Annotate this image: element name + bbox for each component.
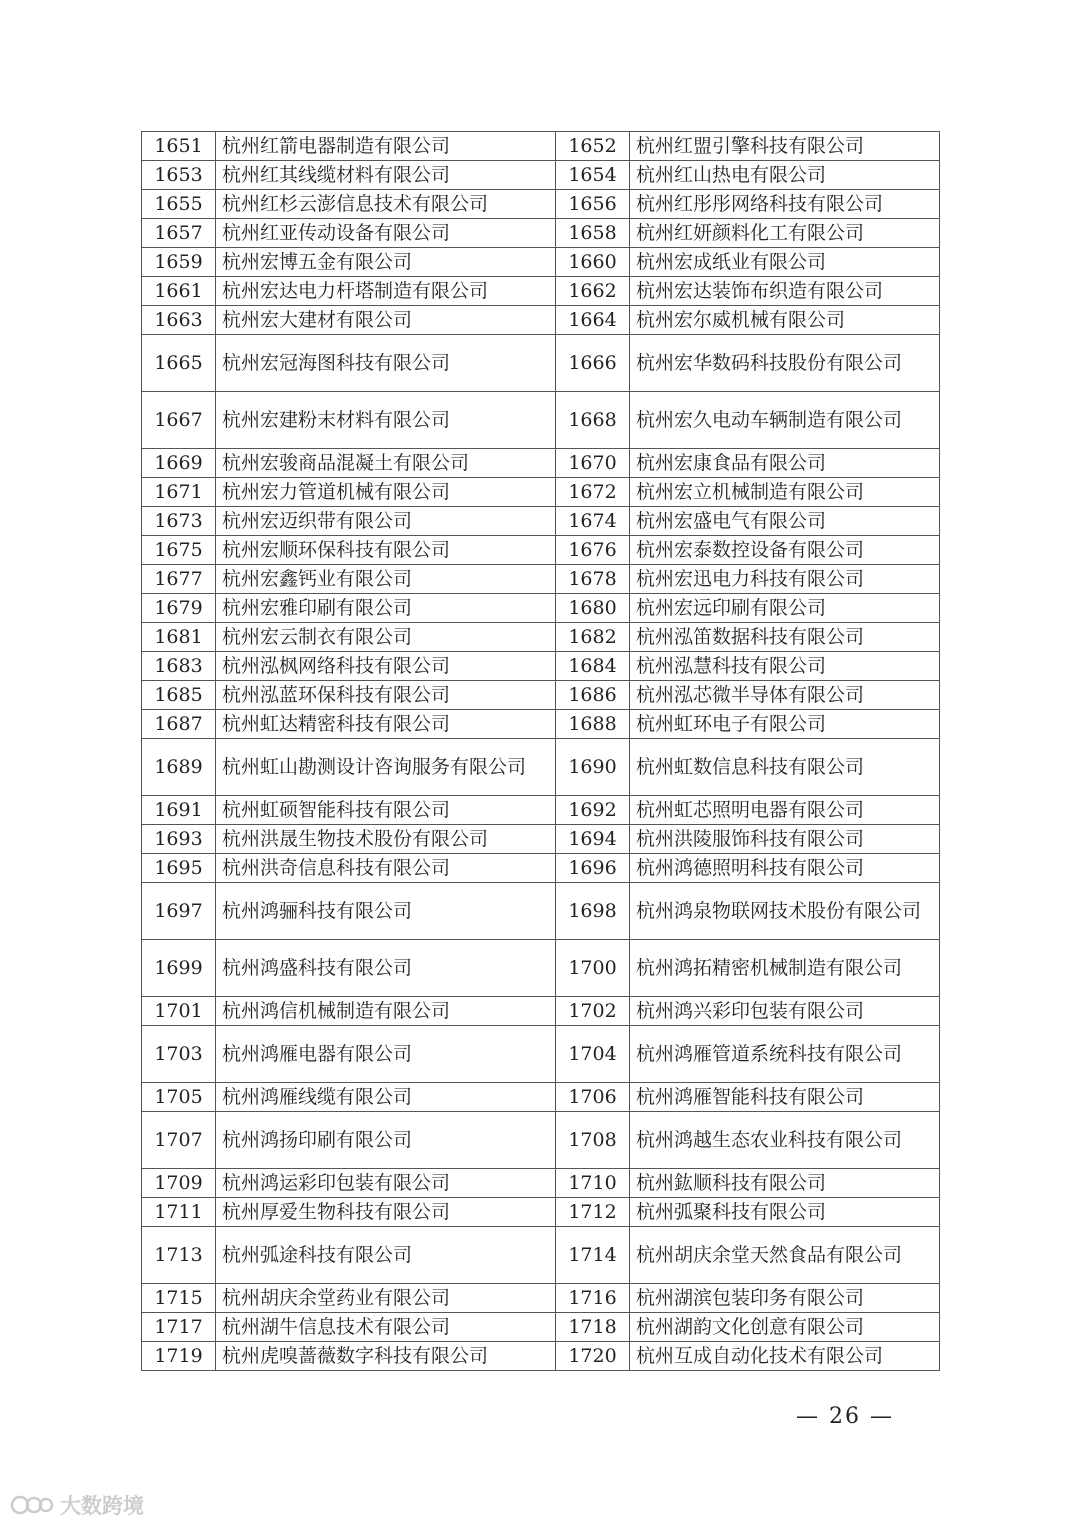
row-number-left: 1683 (142, 652, 216, 681)
table-row (142, 507, 940, 536)
table-row (142, 478, 940, 507)
table-row (142, 854, 940, 883)
company-name-right: 杭州互成自动化技术有限公司 (630, 1342, 940, 1371)
row-number-right: 1668 (556, 392, 630, 449)
table-row (142, 536, 940, 565)
company-name-left: 杭州鸿信机械制造有限公司 (216, 997, 556, 1026)
company-name-right: 杭州宏盛电气有限公司 (630, 507, 940, 536)
row-number-left: 1693 (142, 825, 216, 854)
company-name-right: 杭州鸿泉物联网技术股份有限公司 (630, 883, 940, 940)
company-name-right: 杭州宏泰数控设备有限公司 (630, 536, 940, 565)
company-name-left: 杭州宏大建材有限公司 (216, 306, 556, 335)
table-row (142, 623, 940, 652)
table-row (142, 1198, 940, 1227)
row-number-right: 1666 (556, 335, 630, 392)
row-number-right: 1714 (556, 1227, 630, 1284)
row-number-right: 1684 (556, 652, 630, 681)
row-number-left: 1703 (142, 1026, 216, 1083)
table-row (142, 132, 940, 161)
table-row (142, 1227, 940, 1284)
table-row (142, 1342, 940, 1371)
company-name-right: 杭州虹芯照明电器有限公司 (630, 796, 940, 825)
company-name-left: 杭州宏建粉末材料有限公司 (216, 392, 556, 449)
watermark-logo-icon (10, 1493, 54, 1517)
table-row (142, 1313, 940, 1342)
company-name-left: 杭州鸿雁电器有限公司 (216, 1026, 556, 1083)
table-row (142, 565, 940, 594)
company-name-right: 杭州湖韵文化创意有限公司 (630, 1313, 940, 1342)
row-number-left: 1665 (142, 335, 216, 392)
company-name-left: 杭州鸿扬印刷有限公司 (216, 1112, 556, 1169)
row-number-right: 1710 (556, 1169, 630, 1198)
row-number-left: 1655 (142, 190, 216, 219)
company-name-left: 杭州鸿骊科技有限公司 (216, 883, 556, 940)
company-name-right: 杭州宏久电动车辆制造有限公司 (630, 392, 940, 449)
company-name-left: 杭州洪奇信息科技有限公司 (216, 854, 556, 883)
row-number-right: 1686 (556, 681, 630, 710)
company-name-right: 杭州弧聚科技有限公司 (630, 1198, 940, 1227)
row-number-left: 1697 (142, 883, 216, 940)
company-name-right: 杭州红妍颜料化工有限公司 (630, 219, 940, 248)
company-name-left: 杭州弧途科技有限公司 (216, 1227, 556, 1284)
table-row (142, 710, 940, 739)
row-number-left: 1675 (142, 536, 216, 565)
row-number-right: 1678 (556, 565, 630, 594)
row-number-left: 1705 (142, 1083, 216, 1112)
company-name-right: 杭州洪陵服饰科技有限公司 (630, 825, 940, 854)
company-name-left: 杭州虹达精密科技有限公司 (216, 710, 556, 739)
row-number-right: 1716 (556, 1284, 630, 1313)
company-name-left: 杭州宏鑫钙业有限公司 (216, 565, 556, 594)
company-name-left: 杭州泓枫网络科技有限公司 (216, 652, 556, 681)
company-name-left: 杭州宏博五金有限公司 (216, 248, 556, 277)
company-name-right: 杭州泓慧科技有限公司 (630, 652, 940, 681)
company-name-right: 杭州红山热电有限公司 (630, 161, 940, 190)
row-number-right: 1656 (556, 190, 630, 219)
row-number-left: 1663 (142, 306, 216, 335)
row-number-left: 1701 (142, 997, 216, 1026)
table-row (142, 219, 940, 248)
company-name-right: 杭州虹数信息科技有限公司 (630, 739, 940, 796)
company-name-right: 杭州鸿越生态农业科技有限公司 (630, 1112, 940, 1169)
table-row (142, 652, 940, 681)
company-name-left: 杭州宏达电力杆塔制造有限公司 (216, 277, 556, 306)
company-name-right: 杭州宏华数码科技股份有限公司 (630, 335, 940, 392)
table-row (142, 335, 940, 392)
company-name-left: 杭州红杉云澎信息技术有限公司 (216, 190, 556, 219)
row-number-left: 1715 (142, 1284, 216, 1313)
company-name-left: 杭州虹山勘测设计咨询服务有限公司 (216, 739, 556, 796)
row-number-right: 1694 (556, 825, 630, 854)
row-number-right: 1704 (556, 1026, 630, 1083)
company-name-right: 杭州鈜顺科技有限公司 (630, 1169, 940, 1198)
table-row (142, 392, 940, 449)
row-number-left: 1685 (142, 681, 216, 710)
table-row (142, 1083, 940, 1112)
company-name-right: 杭州泓笛数据科技有限公司 (630, 623, 940, 652)
row-number-right: 1688 (556, 710, 630, 739)
table-row (142, 796, 940, 825)
company-name-right: 杭州宏康食品有限公司 (630, 449, 940, 478)
row-number-left: 1707 (142, 1112, 216, 1169)
company-name-left: 杭州宏骏商品混凝土有限公司 (216, 449, 556, 478)
company-name-left: 杭州红亚传动设备有限公司 (216, 219, 556, 248)
row-number-left: 1695 (142, 854, 216, 883)
company-name-right: 杭州宏迅电力科技有限公司 (630, 565, 940, 594)
company-name-right: 杭州胡庆余堂天然食品有限公司 (630, 1227, 940, 1284)
company-name-right: 杭州鸿雁智能科技有限公司 (630, 1083, 940, 1112)
row-number-left: 1679 (142, 594, 216, 623)
row-number-left: 1653 (142, 161, 216, 190)
row-number-left: 1673 (142, 507, 216, 536)
table-row (142, 306, 940, 335)
table-row (142, 277, 940, 306)
company-name-right: 杭州虹环电子有限公司 (630, 710, 940, 739)
company-name-right: 杭州湖滨包装印务有限公司 (630, 1284, 940, 1313)
row-number-right: 1690 (556, 739, 630, 796)
table-row (142, 161, 940, 190)
company-name-right: 杭州鸿德照明科技有限公司 (630, 854, 940, 883)
row-number-left: 1651 (142, 132, 216, 161)
row-number-right: 1680 (556, 594, 630, 623)
table-row (142, 997, 940, 1026)
row-number-right: 1702 (556, 997, 630, 1026)
table-row (142, 1026, 940, 1083)
row-number-right: 1698 (556, 883, 630, 940)
row-number-left: 1713 (142, 1227, 216, 1284)
company-name-left: 杭州宏力管道机械有限公司 (216, 478, 556, 507)
row-number-right: 1692 (556, 796, 630, 825)
row-number-left: 1661 (142, 277, 216, 306)
row-number-left: 1669 (142, 449, 216, 478)
row-number-right: 1652 (556, 132, 630, 161)
row-number-left: 1681 (142, 623, 216, 652)
company-name-left: 杭州洪晟生物技术股份有限公司 (216, 825, 556, 854)
table-row (142, 883, 940, 940)
company-name-right: 杭州宏达装饰布织造有限公司 (630, 277, 940, 306)
company-name-left: 杭州红箭电器制造有限公司 (216, 132, 556, 161)
company-name-left: 杭州胡庆余堂药业有限公司 (216, 1284, 556, 1313)
row-number-right: 1674 (556, 507, 630, 536)
row-number-right: 1658 (556, 219, 630, 248)
company-name-left: 杭州红其线缆材料有限公司 (216, 161, 556, 190)
company-name-right: 杭州宏成纸业有限公司 (630, 248, 940, 277)
row-number-right: 1696 (556, 854, 630, 883)
row-number-right: 1718 (556, 1313, 630, 1342)
company-name-left: 杭州虎嗅蔷薇数字科技有限公司 (216, 1342, 556, 1371)
company-name-left: 杭州鸿运彩印包装有限公司 (216, 1169, 556, 1198)
table-row (142, 940, 940, 997)
row-number-left: 1657 (142, 219, 216, 248)
row-number-right: 1682 (556, 623, 630, 652)
company-name-right: 杭州红盟引擎科技有限公司 (630, 132, 940, 161)
row-number-left: 1677 (142, 565, 216, 594)
row-number-left: 1699 (142, 940, 216, 997)
company-name-right: 杭州宏立机械制造有限公司 (630, 478, 940, 507)
row-number-right: 1712 (556, 1198, 630, 1227)
company-list-table (141, 131, 940, 1371)
watermark-text: 大数跨境 (60, 1494, 144, 1518)
row-number-left: 1659 (142, 248, 216, 277)
company-name-left: 杭州厚爱生物科技有限公司 (216, 1198, 556, 1227)
row-number-right: 1662 (556, 277, 630, 306)
row-number-right: 1660 (556, 248, 630, 277)
row-number-right: 1664 (556, 306, 630, 335)
table-row (142, 594, 940, 623)
row-number-right: 1654 (556, 161, 630, 190)
row-number-right: 1676 (556, 536, 630, 565)
row-number-left: 1719 (142, 1342, 216, 1371)
table-row (142, 1284, 940, 1313)
company-name-left: 杭州湖牛信息技术有限公司 (216, 1313, 556, 1342)
row-number-right: 1700 (556, 940, 630, 997)
page-number: — 26 — (796, 1404, 894, 1429)
row-number-left: 1691 (142, 796, 216, 825)
watermark (10, 1490, 144, 1520)
row-number-left: 1709 (142, 1169, 216, 1198)
table-row (142, 825, 940, 854)
company-name-left: 杭州宏云制衣有限公司 (216, 623, 556, 652)
table-row (142, 739, 940, 796)
row-number-left: 1689 (142, 739, 216, 796)
company-name-left: 杭州虹硕智能科技有限公司 (216, 796, 556, 825)
company-name-right: 杭州宏远印刷有限公司 (630, 594, 940, 623)
company-name-right: 杭州宏尔威机械有限公司 (630, 306, 940, 335)
row-number-right: 1706 (556, 1083, 630, 1112)
table-row (142, 449, 940, 478)
row-number-left: 1687 (142, 710, 216, 739)
company-name-left: 杭州宏迈织带有限公司 (216, 507, 556, 536)
company-name-left: 杭州宏冠海图科技有限公司 (216, 335, 556, 392)
company-name-right: 杭州鸿兴彩印包装有限公司 (630, 997, 940, 1026)
row-number-right: 1670 (556, 449, 630, 478)
company-name-left: 杭州鸿盛科技有限公司 (216, 940, 556, 997)
row-number-left: 1717 (142, 1313, 216, 1342)
company-list-body (142, 132, 940, 1371)
company-name-left: 杭州鸿雁线缆有限公司 (216, 1083, 556, 1112)
table-row (142, 681, 940, 710)
company-name-right: 杭州鸿拓精密机械制造有限公司 (630, 940, 940, 997)
company-name-right: 杭州鸿雁管道系统科技有限公司 (630, 1026, 940, 1083)
row-number-right: 1672 (556, 478, 630, 507)
table-row (142, 1169, 940, 1198)
table-row (142, 248, 940, 277)
row-number-left: 1667 (142, 392, 216, 449)
company-name-left: 杭州宏顺环保科技有限公司 (216, 536, 556, 565)
company-name-left: 杭州宏雅印刷有限公司 (216, 594, 556, 623)
row-number-right: 1708 (556, 1112, 630, 1169)
row-number-left: 1711 (142, 1198, 216, 1227)
table-row (142, 190, 940, 219)
row-number-left: 1671 (142, 478, 216, 507)
company-name-left: 杭州泓蓝环保科技有限公司 (216, 681, 556, 710)
company-name-right: 杭州红彤彤网络科技有限公司 (630, 190, 940, 219)
row-number-right: 1720 (556, 1342, 630, 1371)
company-name-right: 杭州泓芯微半导体有限公司 (630, 681, 940, 710)
table-row (142, 1112, 940, 1169)
